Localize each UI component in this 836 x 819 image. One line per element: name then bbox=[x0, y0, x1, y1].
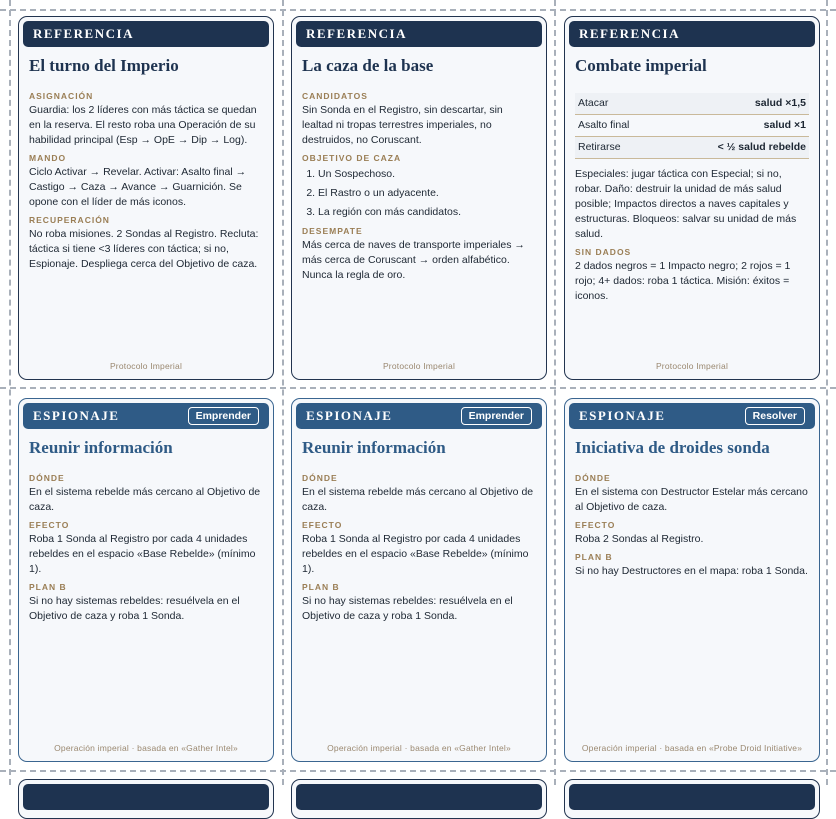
section-label: PLAN B bbox=[302, 582, 340, 592]
row-label: Asalto final bbox=[575, 115, 663, 137]
section-label: RECUPERACIÓN bbox=[29, 215, 110, 225]
espionage-card-gather-intel bbox=[18, 398, 274, 762]
card-title: Reunir información bbox=[302, 438, 446, 457]
card-footer: Protocolo Imperial bbox=[655, 361, 729, 371]
card-body bbox=[29, 86, 263, 274]
section-text: Si no hay sistemas rebeldes: resuélvela en el Objetivo de caza y roba 1 Sonda. bbox=[302, 595, 513, 622]
table-row bbox=[575, 115, 809, 137]
cut-guide bbox=[0, 9, 836, 11]
reference-card-imperial-combat bbox=[564, 16, 820, 380]
section-label: CANDIDATOS bbox=[302, 91, 368, 101]
section-label: EFECTO bbox=[575, 520, 616, 530]
cut-guide bbox=[554, 0, 556, 785]
section-text: Si no hay sistemas rebeldes: resuélvela en el Objetivo de caza y roba 1 Sonda. bbox=[29, 595, 240, 622]
section-text: Roba 2 Sondas al Registro. bbox=[575, 533, 704, 545]
card-header bbox=[23, 21, 269, 47]
card-footer: Operación imperial · basada en «Probe Droid Initiative» bbox=[581, 743, 803, 753]
combat-table bbox=[575, 93, 809, 159]
section-label: EFECTO bbox=[302, 520, 343, 530]
table-row bbox=[575, 137, 809, 159]
section-label: DÓNDE bbox=[29, 473, 65, 483]
card-type-label: ESPIONAJE bbox=[33, 408, 120, 423]
objective-list bbox=[302, 167, 536, 220]
card-title: Reunir información bbox=[29, 438, 173, 457]
section-text: Sin Sonda en el Registro, sin descartar, sin lealtad ni tropas terrestres imperiales, no destruidos, no Coruscant. bbox=[302, 104, 503, 146]
card-body bbox=[302, 86, 536, 285]
section-label: EFECTO bbox=[29, 520, 70, 530]
row-value: < ½ salud rebelde bbox=[663, 137, 809, 159]
card-title: La caza de la base bbox=[302, 56, 434, 75]
card-type-label: ESPIONAJE bbox=[306, 408, 393, 423]
card-header bbox=[23, 784, 269, 810]
section-text: En el sistema con Destructor Estelar más cercano al Objetivo de caza. bbox=[575, 486, 808, 513]
reference-card-imperial-turn bbox=[18, 16, 274, 380]
cut-guide bbox=[282, 0, 284, 785]
resolve-button[interactable]: Resolver bbox=[745, 407, 805, 425]
section-label: PLAN B bbox=[575, 552, 613, 562]
card-header bbox=[23, 403, 269, 429]
card-type-label: ESPIONAJE bbox=[579, 408, 666, 423]
card-body bbox=[575, 95, 809, 306]
card-type-label: REFERENCIA bbox=[33, 26, 134, 41]
card-footer: Operación imperial · basada en «Gather Intel» bbox=[54, 743, 238, 753]
card-header bbox=[569, 403, 815, 429]
cut-guide bbox=[0, 387, 836, 389]
section-label: PLAN B bbox=[29, 582, 67, 592]
card-type-label: REFERENCIA bbox=[306, 26, 407, 41]
card-header bbox=[296, 21, 542, 47]
section-label: OBJETIVO DE CAZA bbox=[302, 153, 402, 163]
card-header bbox=[296, 403, 542, 429]
section-text: Guardia: los 2 líderes con más táctica se quedan en la reserva. El resto roba una Operación de su habilidad principal (Esp → OpE → Dip → Log). bbox=[29, 104, 257, 146]
next-card-top bbox=[18, 779, 274, 819]
section-label: SIN DADOS bbox=[575, 247, 632, 257]
section-text: Roba 1 Sonda al Registro por cada 4 unidades rebeldes en el espacio «Base Rebelde» (mínimo 1). bbox=[302, 533, 529, 575]
row-value: salud ×1 bbox=[663, 115, 809, 137]
card-footer: Operación imperial · basada en «Gather Intel» bbox=[327, 743, 511, 753]
card-type-label: REFERENCIA bbox=[579, 26, 680, 41]
section-text: Roba 1 Sonda al Registro por cada 4 unidades rebeldes en el espacio «Base Rebelde» (mínimo 1). bbox=[29, 533, 256, 575]
cut-guide bbox=[826, 0, 828, 785]
section-text: No roba misiones. 2 Sondas al Registro. Recluta: táctica si tiene <3 líderes con táctica; si no, Espionaje. Despliega cerca del Objetivo de caza. bbox=[29, 228, 259, 270]
card-body bbox=[29, 468, 263, 626]
list-item: 1. Un Sospechoso. bbox=[318, 167, 536, 182]
undertake-button[interactable]: Emprender bbox=[188, 407, 259, 425]
table-row bbox=[575, 93, 809, 115]
espionage-card-probe-droid-initiative bbox=[564, 398, 820, 762]
card-body bbox=[575, 468, 809, 581]
section-text: En el sistema rebelde más cercano al Objetivo de caza. bbox=[29, 486, 261, 513]
section-label: MANDO bbox=[29, 153, 67, 163]
card-header bbox=[569, 784, 815, 810]
card-title: Combate imperial bbox=[575, 56, 707, 75]
card-header bbox=[569, 21, 815, 47]
section-text: Ciclo Activar → Revelar. Activar: Asalto final → Castigo → Caza → Avance → Guarnición. Se opone con el líder de más iconos. bbox=[29, 166, 247, 208]
card-footer: Protocolo Imperial bbox=[382, 361, 456, 371]
cut-guide bbox=[9, 0, 11, 785]
row-label: Atacar bbox=[575, 93, 663, 115]
section-label: ASIGNACIÓN bbox=[29, 91, 94, 101]
section-text: Si no hay Destructores en el mapa: roba 1 Sonda. bbox=[575, 565, 808, 577]
section-text: 2 dados negros = 1 Impacto negro; 2 rojos = 1 rojo; 4+ dados: roba 1 táctica. Misión: éxitos = iconos. bbox=[575, 260, 791, 302]
card-body bbox=[302, 468, 536, 626]
next-card-top bbox=[564, 779, 820, 819]
section-text: Más cerca de naves de transporte imperiales → más cerca de Coruscant → orden alfabético. Nunca la regla de oro. bbox=[302, 239, 525, 281]
card-title: El turno del Imperio bbox=[29, 56, 179, 75]
next-card-top bbox=[291, 779, 547, 819]
undertake-button[interactable]: Emprender bbox=[461, 407, 532, 425]
list-item: 2. El Rastro o un adyacente. bbox=[318, 186, 536, 201]
cut-guide bbox=[0, 770, 836, 772]
list-item: 3. La región con más candidatos. bbox=[318, 205, 536, 220]
row-label: Retirarse bbox=[575, 137, 663, 159]
espionage-card-gather-intel bbox=[291, 398, 547, 762]
section-label: DÓNDE bbox=[575, 473, 611, 483]
section-text: En el sistema rebelde más cercano al Objetivo de caza. bbox=[302, 486, 534, 513]
section-label: DÓNDE bbox=[302, 473, 338, 483]
section-label: DESEMPATE bbox=[302, 226, 363, 236]
section-text: Especiales: jugar táctica con Especial; si no, robar. Daño: destruir la unidad de más salud posible; Impactos directos a naves capitales y estructuras. Bloqueos: salvar su unidad de más salud. bbox=[575, 168, 797, 240]
card-title: Iniciativa de droides sonda bbox=[575, 438, 770, 457]
card-footer: Protocolo Imperial bbox=[109, 361, 183, 371]
reference-card-base-hunt bbox=[291, 16, 547, 380]
card-header bbox=[296, 784, 542, 810]
row-value: salud ×1,5 bbox=[663, 93, 809, 115]
